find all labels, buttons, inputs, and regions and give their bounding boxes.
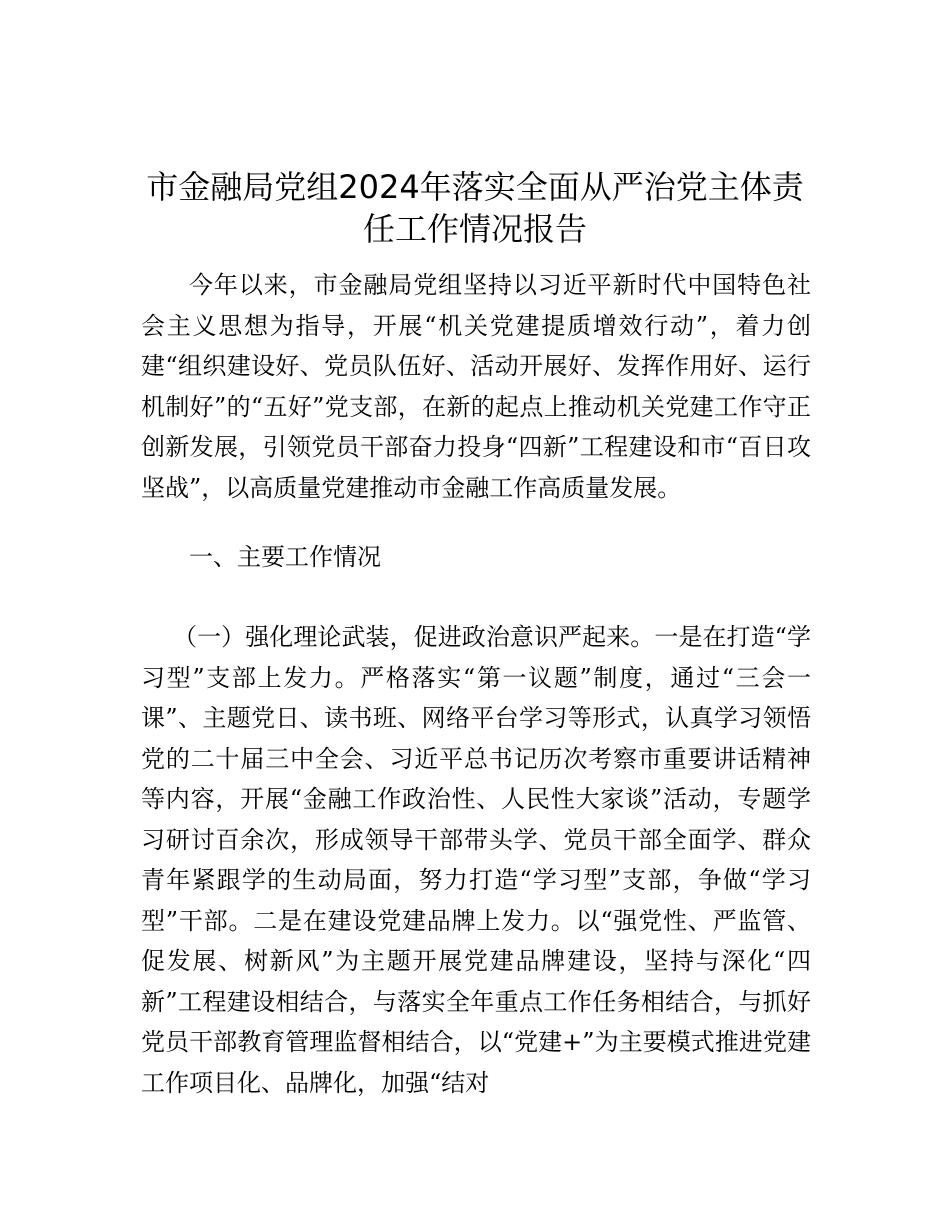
document-title: 市金融局党组2024年落实全面从严治党主体责任工作情况报告: [146, 168, 804, 248]
intro-paragraph: 今年以来，市金融局党组坚持以习近平新时代中国特色社会主义思想为指导，开展“机关党建提质增效行动”，着力创建“组织建设好、党员队伍好、活动开展好、发挥作用好、运行机制好”的“五好”党支部，在新的起点上推动机关党建工作守正创新发展，引领党员干部奋力投身“四新”工程建设和市“百日攻坚战”，以高质量党建推动市金融工作高质量发展。: [141, 271, 811, 502]
section-paragraph: （一）强化理论武装，促进政治意识严起来。一是在打造“学习型”支部上发力。严格落实“第一议题”制度，通过“三会一课”、主题党日、读书班、网络平台学习等形式，认真学习领悟党的二十届三中全会、习近平总书记历次考察市重要讲话精神等内容，开展“金融工作政治性、人民性大家谈”活动，专题学习研讨百余次，形成领导干部带头学、党员干部全面学、群众青年紧跟学的生动局面，努力打造“学习型”支部，争做“学习型”干部。二是在建设党建品牌上发力。以“强党性、严监管、促发展、树新风”为主题开展党建品牌建设，坚持与深化“四新”工程建设相结合，与落实全年重点工作任务相结合，与抓好党员干部教育管理监督相结合，以“党建+”为主要模式推进党建工作项目化、品牌化，加强“结对: [141, 623, 811, 1097]
section-heading: 一、主要工作情况: [189, 543, 381, 571]
